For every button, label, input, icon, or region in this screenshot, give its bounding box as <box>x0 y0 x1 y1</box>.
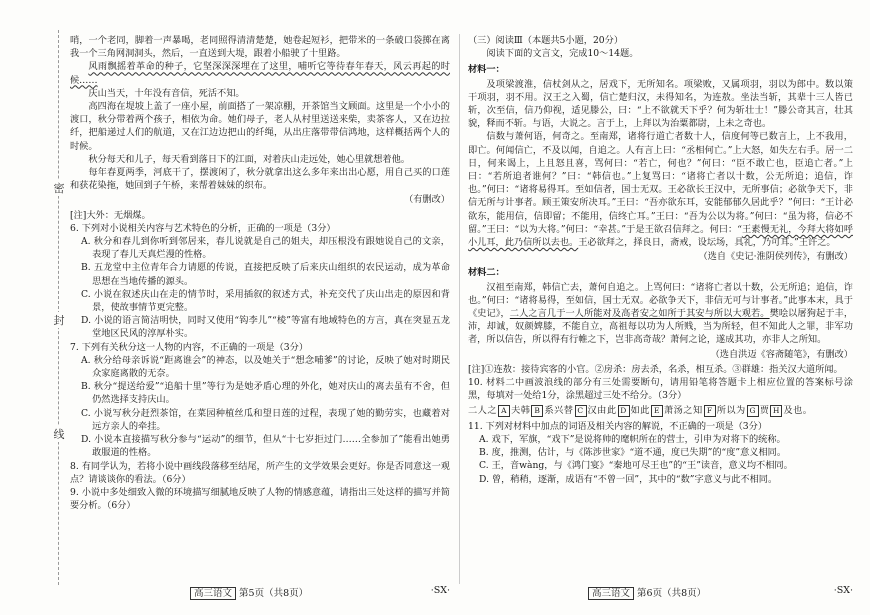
passage-paragraph: 每年春夏两季，河底干了，摆渡闲了，秋分就拿出这么多年来出出心愿，用自己买的口莲和获花染拖，她回到子午桥，来帮着妹妹的织布。 <box>70 167 450 192</box>
material-2-note: [注]①连敖：接待宾客的小官。②房杀：房去杀，名杀，相互杀。③群雄：指关汉大道所闻。 <box>468 363 843 375</box>
q10-box-h[interactable]: H <box>770 405 782 417</box>
q7-option-a: A. 秋分给母亲诉说“距离谁会”的神态，以及她关于“想念哺爹”的讨论，反映了她对时期民众家庭离散的无奈。 <box>81 354 450 380</box>
q7-option-d: D. 小说本直接描写秋分参与“运动”的细节，但从“十七岁拒过门……全参加了”能看出她勇敢服道的性格。 <box>81 434 450 459</box>
binding-mark-xian: 线 <box>51 426 67 442</box>
material-1-paragraph <box>468 130 853 249</box>
q10-box-g[interactable]: G <box>747 405 759 417</box>
q10-answer-line <box>468 404 853 417</box>
q10-fragment: 如此 <box>630 405 650 417</box>
material-2-label: 材料二： <box>468 267 505 279</box>
q10-fragment: 贾 <box>759 405 770 417</box>
q10-fragment: 系兴替 <box>544 405 574 417</box>
left-footer-label <box>190 585 308 599</box>
binding-mark-mi: 密 <box>51 180 67 196</box>
material-1-text-end: 王必欲拜之，择良日，斋戒，设坛场，具礼，乃可耳。”王许之。 <box>578 237 836 249</box>
right-page <box>468 34 853 582</box>
q6-option-a: A. 秋分和春儿到你听到邻居来，春儿说就是自己的姐夫，却压根没有跟她说自己的文亲，表现了春儿天真烂漫的性格。 <box>81 236 450 261</box>
material-2-source: （选自洪迈《容斋随笔》，有删改） <box>710 348 853 360</box>
section-instruction: 阅读下面的文言文，完成10～14题。 <box>486 48 639 60</box>
wavy-underlined-text: 王素慢无礼，今拜大将如呼小儿耳，此乃信所以去也。 <box>468 223 853 249</box>
footer-sx-mark: ·SX· <box>430 585 450 596</box>
material-2-paragraph <box>468 281 853 347</box>
q10-fragment: 所以为 <box>716 405 746 417</box>
q11-option-a: A. 戏下，军旗，“戏下”是说将帅的麾帜所在的营士，引申为对将下的统称。 <box>479 433 786 445</box>
q6-option-b: B. 五龙堂中主位青年合力请愿的传说，直接把反映了后来庆山组织的农民运动，成为革命思想在当地传播的源头。 <box>81 262 450 287</box>
q10-box-a[interactable]: A <box>498 405 510 417</box>
wavy-underlined-text: 风雨飘摇着革命的种子，它坚深深深埋在了这里，哺听它等待春年春天，风云再起的时候…… <box>70 61 450 86</box>
material-2-text: 汉祖至南郑，韩信亡去，萧何自追之。上骂何曰：“诸将亡者以十数，公无所追；追信，诈也。”何曰：“诸将易得，至如信，国士无双。必欲争天下，非信无可与计事者。”此事本末，具于《史记》， <box>468 281 853 320</box>
left-page <box>70 34 450 582</box>
question-6: 6. 下列对小说相关内容与艺术特色的分析，正确的一项是（3分） <box>70 222 336 234</box>
subject-tag: 高三语文 <box>190 587 236 600</box>
q6-option-c: C. 小说在叙述庆山在走的情节时，采用插叙的叙述方式，补充交代了庆山出走的原因和背景，使故事情节更完整。 <box>81 288 450 314</box>
q10-fragment: 夫韩 <box>511 405 531 417</box>
q10-fragment: 二人之 <box>468 405 498 417</box>
q10-box-e[interactable]: E <box>651 405 663 417</box>
footnote: [注]大外：无烟煤。 <box>70 209 151 221</box>
question-10: 10. 材料二中画波浪线的部分有三处需要断句，请用铅笔将答题卡上相应位置的答案标号涂黑，每填对一处给1分，涂黑超过三处不给分。（3分） <box>468 377 853 402</box>
material-1-text: 信数与萧何语，何奇之。至南郑，诸将行道亡者数十人，信度何等已数言上，上不我用，即亡。何闻信亡，不及以闻，自追之。人有言上曰：“丞相何亡。”上大怒，如失左右手。居一二日，何来谒上，上且怒且喜，骂何曰：“若亡，何也？”何曰：“臣不敢亡也，臣追亡者。”上曰：“若所追者谁何？”曰：“韩信也。”上复骂曰：“诸将亡者以十数，公无所追；追信，诈也。”何曰：“诸将易得耳。至如信者，国士无双。王必欲长王汉中，无所事信；必欲争天下，非信无所与计事者。顾王策安所决耳。”王曰：“吾亦欲东耳，安能郁郁久居此乎？”何曰：“王计必欲东，能用信，信即留；不能用，信终亡耳。”王曰：“吾为公以为将。”何曰：“虽为将，信必不留。”王曰：“以为大将。”何曰：“幸甚。”于是王欲召信拜之。何曰：“ <box>468 131 853 235</box>
underlined-text: 二人之言几于一人所能对及高者安之如所于其安与所以大观若。 <box>509 308 770 320</box>
q7-option-b: B. 秋分“提送给爱”“追船十里”等行为是她矛盾心理的外化，她对庆山的离去虽有不舍，但仍然选择支持庆山。 <box>81 381 450 406</box>
q7-option-c: C. 小说写秋分赶烈茶馆，在菜园种植丝瓜和望日莲的过程，表现了她的勤劳实，也藏着对远方亲人的牵挂。 <box>81 407 450 432</box>
q10-box-f[interactable]: F <box>704 405 716 417</box>
page-number: 第5页（共8页） <box>239 588 309 599</box>
q6-option-d: D. 小说的语言简洁明快，同时又使用“钩李儿”“棱”等富有地域特色的方言，真在突显五龙堂地区民风的淳厚朴实。 <box>81 315 450 340</box>
question-7: 7. 下列有关秋分这一人物的内容，不正确的一项是（3分） <box>70 341 309 353</box>
passage-paragraph: 高四海在堤坡上盖了一座小屋，前面搭了一架凉棚，开茶馆当文顾面。这里是一个小小的渡口，秋分带着两个孩子，相依为命。她们母子，老人从村里送送来柴，卖茶客人，又在边拉纤，把船递过人们的航道，又在江边边把山的纤绳，从出庄落带带信鸿地，这样概括两个人的时候。 <box>70 101 450 152</box>
footer-sx-mark: ·SX· <box>833 585 853 596</box>
binding-line <box>58 30 60 585</box>
passage-paragraph-wavy <box>70 60 450 86</box>
question-8: 8. 有同学认为，若将小说中画线段落移至结尾，所产生的文学效果会更好。你是否同意这一观点？请谈谈你的看法。（6分） <box>70 460 450 485</box>
page-number: 第6页（共8页） <box>637 588 707 599</box>
q10-fragment: 汉由此 <box>587 405 617 417</box>
passage-paragraph: 哨，一个老同，脚着一声暴喝，老同照得清清楚楚，她卷起短衫，把带米的一条破口袋掷在离我一个三角网洞洞头，然后，一直送到大堤，跟着小船驶了十里路。 <box>70 35 450 60</box>
material-2-text: 樊哙以屠狗起于丰，沛，却诚，奴颜婢膝，不能自立，高祖每以功为人所贱，当为所轻，但不知此人之罪，非军功者，所以信告，所以得有行帷之下，岂非高奇哉？萧何之论，遂成其功，亦非人之所知。 <box>468 308 853 346</box>
q10-box-d[interactable]: D <box>618 405 630 417</box>
material-1-paragraph: 及项梁渡淮，信杖剑从之，居戏下，无所知名。项梁败，又属项羽，羽以为郎中。数以策干项羽，羽不用。汉王之入蜀，信亡楚归汉，未得知名，为连敖。坐法当斩，其辈十三人皆已斩，次至信，信乃仰视，适见滕公，曰：“上不欲就天下乎？何为斩壮士！”滕公奇其言，壮其貌，释而不斩。与语，大说之。言于上，上拜以为治粟都尉，上未之奇也。 <box>468 78 853 130</box>
material-1-label: 材料一： <box>468 64 505 76</box>
left-footer <box>70 585 450 601</box>
question-11: 11. 下列对材料中加点的词语及相关内容的解说，不正确的一项是（3分） <box>468 420 768 432</box>
q11-option-d: D. 曾，稍稍，逐渐，成语有“不曾一回”，其中的“数”字意义与此不相同。 <box>479 473 778 485</box>
q10-fragment: 萧汤之知 <box>663 405 703 417</box>
section-heading: （三）阅读Ⅲ（本题共5小题，20分） <box>468 35 624 46</box>
q10-box-c[interactable]: C <box>575 405 587 417</box>
q11-option-c: C. 王，音wàng，与《鸿门宴》“秦地可尽王也”的“王”读音，意义均不相同。 <box>479 460 793 472</box>
material-1-source: （选自《史记·淮阴侯列传》，有删改） <box>698 251 853 263</box>
right-footer <box>468 585 853 601</box>
passage-source: （有删改） <box>404 194 450 206</box>
passage-paragraph: 庆山当天，十年没有音信，死活不知。 <box>88 87 245 99</box>
passage-paragraph: 秋分每天和儿子，每天看到落日下的江面，对着庆山走远处，她心里就想着他。 <box>88 153 410 165</box>
q11-option-b: B. 度，推测，估计，与《陈涉世家》“道不通，度已失期”的“度”意义相同。 <box>479 447 787 459</box>
binding-mark-feng: 封 <box>51 312 67 328</box>
question-9: 9. 小说中多处细致入微的环境描写细腻地反映了人物的情感意蕴，请指出三处这样的描写并简要分析。（6分） <box>70 486 450 512</box>
right-footer-label <box>588 585 706 599</box>
subject-tag: 高三语文 <box>588 587 634 600</box>
q10-fragment: 及也。 <box>783 405 813 417</box>
q10-box-b[interactable]: B <box>531 405 543 417</box>
page-divider <box>459 34 460 584</box>
